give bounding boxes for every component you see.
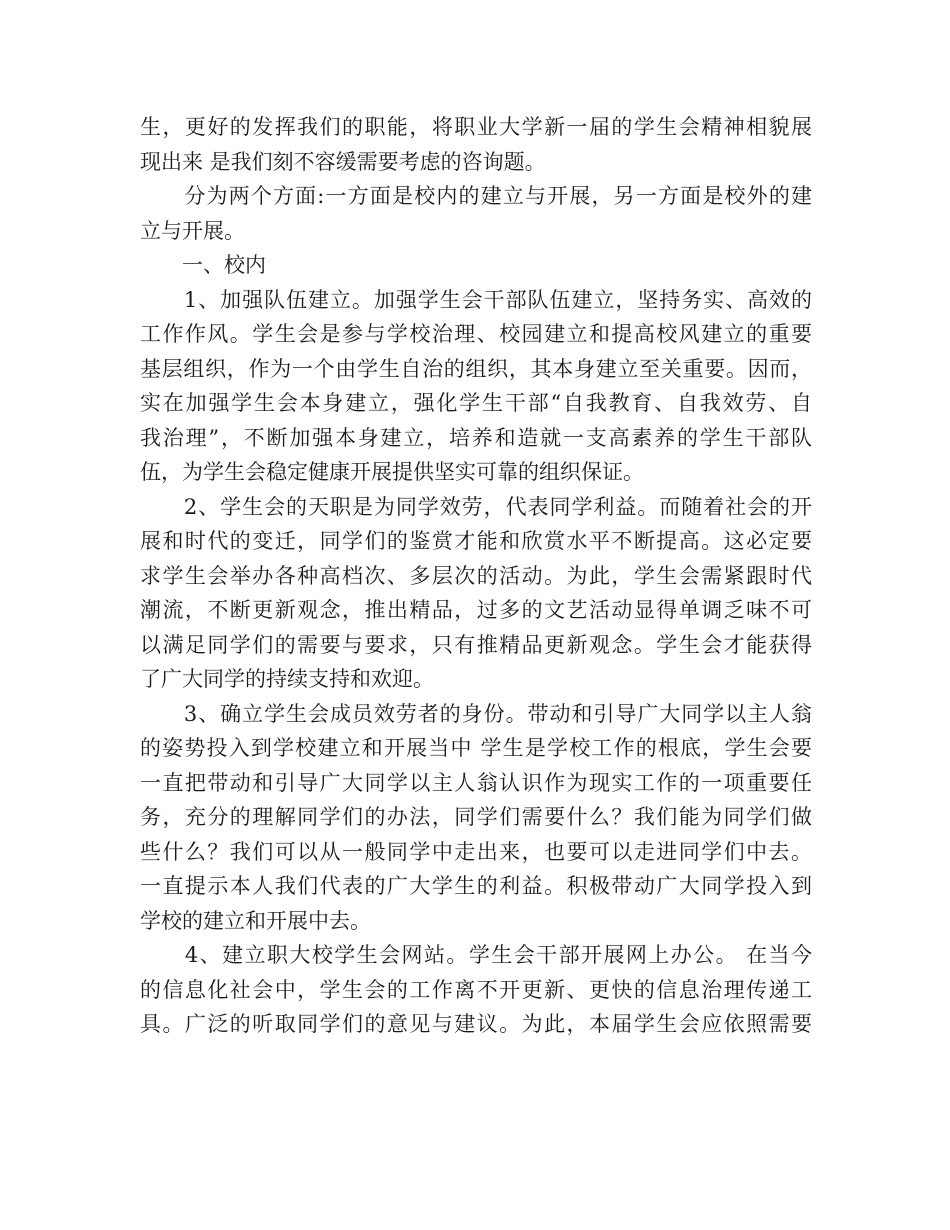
text-line: 生，更好的发挥我们的职能，将职业大学新一届的学生会精神相貌展 — [140, 115, 812, 139]
text-line: 我治理”，不断加强本身建立，培养和造就一支高素养的学生干部队 — [140, 425, 812, 450]
text-line: 求学生会举办各种高档次、多层次的活动。为此，学生会需紧跟时代 — [140, 563, 812, 588]
text-line: 了广大同学的持续支持和欢迎。 — [140, 667, 434, 691]
text-line: 一直提示本人我们代表的广大学生的利益。积极带动广大同学投入到 — [140, 874, 812, 898]
text-line: 的姿势投入到学校建立和开展当中 学生是学校工作的根底，学生会要 — [140, 736, 812, 760]
text-line: 伍，为学生会稳定健康开展提供坚实可靠的组织保证。 — [140, 460, 644, 484]
text-line: 1、加强队伍建立。加强学生会干部队伍建立，坚持务实、高效的 — [140, 287, 812, 312]
text-line: 的信息化社会中，学生会的工作离不开更新、更快的信息治理传递工 — [140, 977, 812, 1002]
text-line: 具。广泛的听取同学们的意见与建议。为此，本届学生会应依照需要 — [140, 1012, 812, 1036]
text-line: 务，充分的理解同学们的办法，同学们需要什么？我们能为同学们做 — [140, 805, 812, 829]
text-line: 些什么？我们可以从一般同学中走出来，也要可以走进同学们中去。 — [140, 839, 812, 864]
text-line: 以满足同学们的需要与要求，只有推精品更新观念。学生会才能获得 — [140, 632, 812, 657]
text-line: 基层组织，作为一个由学生自治的组织，其本身建立至关重要。因而， — [140, 356, 812, 381]
text-line: 3、确立学生会成员效劳者的身份。带动和引导广大同学以主人翁 — [140, 701, 812, 726]
text-line: 展和时代的变迁，同学们的鉴赏才能和欣赏水平不断提高。这必定要 — [140, 529, 812, 553]
text-line: 分为两个方面:一方面是校内的建立与开展，另一方面是校外的建 — [140, 184, 812, 208]
text-line: 一直把带动和引导广大同学以主人翁认识作为现实工作的一项重要任 — [140, 770, 812, 795]
text-line: 一、校内 — [140, 253, 266, 277]
text-line: 现出来 是我们刻不容缓需要考虑的咨询题。 — [140, 149, 546, 174]
text-line: 4、建立职大校学生会网站。学生会干部开展网上办公。 在当今 — [140, 943, 812, 967]
text-line: 2、学生会的天职是为同学效劳，代表同学利益。而随着社会的开 — [140, 494, 812, 519]
text-line: 潮流，不断更新观念，推出精品，过多的文艺活动显得单调乏味不可 — [140, 598, 812, 622]
text-line: 学校的建立和开展中去。 — [140, 908, 371, 933]
text-line: 实在加强学生会本身建立，强化学生干部“自我教育、自我效劳、自 — [140, 391, 812, 415]
document-body — [140, 110, 812, 1042]
text-line: 立与开展。 — [140, 218, 245, 243]
text-line: 工作作风。学生会是参与学校治理、校园建立和提高校风建立的重要 — [140, 322, 812, 346]
